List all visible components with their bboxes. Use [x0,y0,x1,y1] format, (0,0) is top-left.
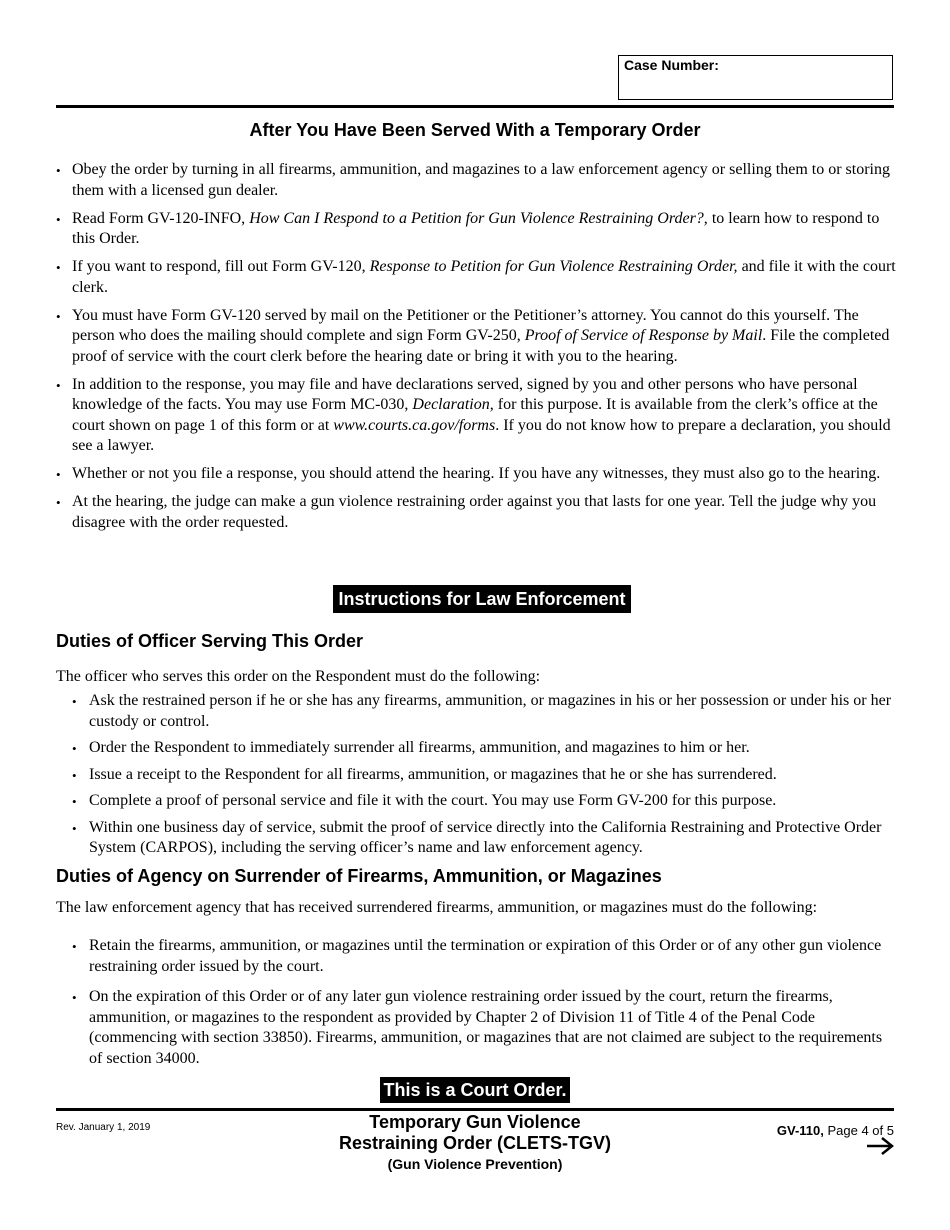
form-id: GV-110, [776,1123,824,1138]
list-item: • Ask the restrained person if he or she has any firearms, ammunition, or magazines in his or her possession or under his or her custody or control. [72,691,898,732]
law-enforcement-banner: Instructions for Law Enforcement [333,585,631,613]
served-instructions-list [56,160,896,541]
court-order-banner: This is a Court Order. [380,1077,570,1103]
forms-website-link: www.courts.ca.gov/forms [333,416,496,434]
list-item: • In addition to the response, you may file and have declarations served, signed by you and other persons who have personal knowledge of the facts. You may use Form MC-030, Declaration, for this purpose. It is available from the clerk’s office at the court shown on page 1 of this form or at www.courts.ca.gov/forms. If you do not know how to prepare a declaration, you should see a lawyer. [56,375,896,457]
officer-duties-heading: Duties of Officer Serving This Order [56,631,364,651]
list-item: • You must have Form GV-120 served by mail on the Petitioner or the Petitioner’s attorney. You cannot do this yourself. The person who does the mailing should complete and sign Form GV-250, Proof of Service of Response by Mail. File the completed proof of service with the court clerk before the hearing date or bring it with you to the hearing. [56,306,896,368]
list-item: • Retain the firearms, ammunition, or magazines until the termination or expiration of this Order or of any other gun violence restraining order issued by the court. [72,936,898,977]
list-item: • On the expiration of this Order or of any later gun violence restraining order issued by the court, return the firearms, ammunition, or magazines to the respondent as provided by Chapter 2 of Division 11 of Title 4 of the Penal Code (commencing with section 33850). Firearms, ammunition, or magazines that are not claimed are subject to the requirements of section 34000. [72,987,898,1069]
served-section-title: After You Have Been Served With a Temporary Order [249,120,701,140]
form-title [275,1112,675,1174]
officer-duties-list [72,691,898,865]
agency-duties-intro: The law enforcement agency that has received surrendered firearms, ammunition, or magazines must do the following: [56,899,818,916]
page-number: Page 4 of 5 [823,1123,894,1138]
officer-duties-intro: The officer who serves this order on the Respondent must do the following: [56,668,541,685]
agency-duties-list [72,936,898,1075]
list-item: • If you want to respond, fill out Form GV-120, Response to Petition for Gun Violence Restraining Order, and file it with the court clerk. [56,257,896,298]
form-title-line-1: Temporary Gun Violence [369,1112,581,1132]
revision-date: Rev. January 1, 2019 [56,1122,151,1133]
list-item: • At the hearing, the judge can make a gun violence restraining order against you that lasts for one year. Tell the judge why you disagree with the order requested. [56,492,896,533]
list-item: • Whether or not you file a response, you should attend the hearing. If you have any witnesses, they must also go to the hearing. [56,464,896,485]
header-rule [56,105,894,108]
case-number-box[interactable] [618,55,893,100]
list-item: • Obey the order by turning in all firearms, ammunition, and magazines to a law enforcement agency or selling them to or storing them with a licensed gun dealer. [56,160,896,201]
right-arrow-icon[interactable] [866,1136,894,1156]
list-item: • Issue a receipt to the Respondent for all firearms, ammunition, or magazines that he or she has surrendered. [72,765,898,786]
footer-rule [56,1108,894,1111]
form-title-line-3: (Gun Violence Prevention) [387,1156,563,1172]
list-item: • Read Form GV-120-INFO, How Can I Respond to a Petition for Gun Violence Restraining Order?, to learn how to respond to this Order. [56,209,896,250]
list-item: • Complete a proof of personal service and file it with the court. You may use Form GV-200 for this purpose. [72,791,898,812]
agency-duties-heading: Duties of Agency on Surrender of Firearms, Ammunition, or Magazines [56,866,662,886]
list-item: • Within one business day of service, submit the proof of service directly into the California Restraining and Protective Order System (CARPOS), including the serving officer’s name and law enforcement agency. [72,818,898,859]
form-title-line-2: Restraining Order (CLETS-TGV) [338,1133,612,1153]
case-number-label: Case Number: [624,57,719,73]
list-item: • Order the Respondent to immediately surrender all firearms, ammunition, and magazines to him or her. [72,738,898,759]
